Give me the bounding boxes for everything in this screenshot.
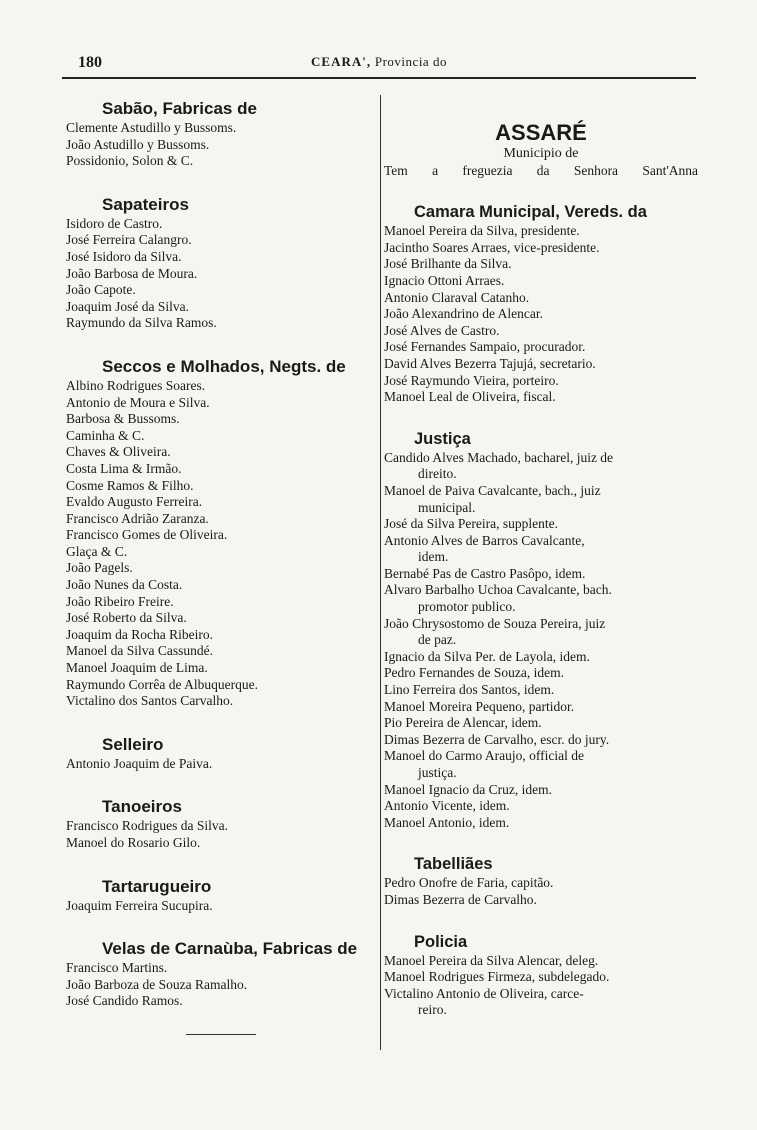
section-heading: Sabão, Fabricas de [102, 99, 257, 118]
list-item: João Astudillo y Bussoms. [66, 136, 210, 152]
list-item: direito. [418, 466, 457, 482]
list-item: Manoel de Paiva Cavalcante, bach., juiz [384, 482, 601, 498]
parish-line: Tem a freguezia da Senhora Sant'Anna [384, 162, 698, 178]
list-item: Clemente Astudillo y Bussoms. [66, 120, 237, 135]
list-item: Dimas Bezerra de Carvalho. [384, 891, 537, 907]
list-item: Manoel Antonio, idem. [384, 814, 510, 830]
list-item: Francisco Adrião Zaranza. [66, 510, 209, 526]
list-item: Antonio Vicente, idem. [384, 798, 510, 814]
list-item: Raymundo Corrêa de Albuquerque. [66, 676, 258, 692]
section-heading: Tartarugueiro [102, 876, 212, 896]
list-item: Antonio de Moura e Silva. [66, 394, 210, 410]
list-item: Manoel da Silva Cassundé. [66, 643, 213, 659]
page-header [62, 52, 696, 74]
list-item: justiça. [418, 765, 457, 780]
list-item: Jacintho Soares Arraes, vice-presidente. [384, 239, 600, 255]
list-item: municipal. [418, 499, 476, 515]
list-item: Manoel Leal de Oliveira, fiscal. [384, 389, 556, 405]
list-item: Antonio Claraval Catanho. [384, 289, 530, 305]
directory-section [66, 938, 374, 1010]
tabelliaes-list [384, 875, 698, 908]
list-item: Cosme Ramos & Filho. [66, 477, 194, 493]
running-head-rest: Provincia do [374, 54, 447, 69]
header-rule [62, 77, 696, 79]
list-item: Evaldo Augusto Ferreira. [66, 494, 203, 510]
directory-section [66, 98, 374, 170]
list-item: Francisco Rodrigues da Silva. [66, 818, 228, 834]
left-column [66, 98, 374, 1035]
list-item: José da Silva Pereira, supplente. [384, 516, 558, 532]
section-heading-policia: Policia [414, 932, 468, 951]
section-heading: Velas de Carnaùba, Fabricas de [102, 939, 358, 959]
list-item: João Barboza de Souza Ramalho. [66, 976, 248, 992]
directory-section [66, 194, 374, 332]
list-item: José Fernandes Sampaio, procurador. [384, 339, 586, 355]
list-item: João Ribeiro Freire. [66, 593, 174, 609]
list-item: Manoel Joaquim de Lima. [66, 660, 208, 676]
list-item: João Capote. [66, 282, 136, 298]
list-item: Manoel Pereira da Silva Alencar, deleg. [384, 952, 599, 968]
list-item: Joaquim José da Silva. [66, 298, 189, 314]
list-item: José Candido Ramos. [66, 993, 183, 1009]
list-item: Victalino dos Santos Carvalho. [66, 693, 234, 709]
list-item: José Raymundo Vieira, porteiro. [384, 372, 559, 388]
section-heading: Seccos e Molhados, Negts. de [102, 356, 346, 376]
list-item: João Barbosa de Moura. [66, 265, 198, 281]
list-item: Alvaro Barbalho Uchoa Cavalcante, bach. [384, 582, 612, 598]
left-sections [66, 98, 374, 1010]
list-item: Candido Alves Machado, bacharel, juiz de [384, 449, 614, 465]
list-item: Manoel Pereira da Silva, presidente. [384, 223, 580, 239]
list-item: José Ferreira Calangro. [66, 232, 192, 248]
directory-section [66, 734, 374, 773]
list-item: Chaves & Oliveira. [66, 444, 171, 460]
list-item: Albino Rodrigues Soares. [66, 377, 206, 393]
list-item: Pedro Onofre de Faria, capitão. [384, 875, 554, 891]
list-item: João Alexandrino de Alencar. [384, 306, 543, 322]
list-item: José Roberto da Silva. [66, 610, 187, 626]
list-item: João Nunes da Costa. [66, 577, 183, 593]
list-item: Costa Lima & Irmão. [66, 460, 182, 476]
section-heading-justica: Justiça [414, 429, 471, 448]
list-item: João Chrysostomo de Souza Pereira, juiz [384, 615, 606, 631]
list-item: João Pagels. [66, 560, 133, 576]
page-number: 180 [78, 54, 102, 71]
list-item: Lino Ferreira dos Santos, idem. [384, 682, 555, 698]
list-item: Pio Pereira de Alencar, idem. [384, 715, 542, 731]
list-item: Antonio Joaquim de Paiva. [66, 755, 213, 771]
list-item: Manoel do Rosario Gilo. [66, 835, 201, 850]
list-item: José Alves de Castro. [384, 322, 500, 338]
end-rule [186, 1034, 256, 1035]
list-item: reiro. [418, 1002, 447, 1018]
list-item: José Isidoro da Silva. [66, 248, 182, 264]
list-item: José Brilhante da Silva. [384, 256, 512, 272]
running-head-province: CEARA', [311, 54, 372, 69]
list-item: Joaquim da Rocha Ribeiro. [66, 626, 213, 642]
list-item: Manoel Ignacio da Cruz, idem. [384, 781, 552, 797]
list-item: Possidonio, Solon & C. [66, 153, 194, 169]
list-item: Antonio Alves de Barros Cavalcante, [384, 532, 585, 548]
list-item: Victalino Antonio de Oliveira, carce- [384, 985, 584, 1001]
list-item: Manoel Moreira Pequeno, partidor. [384, 698, 575, 714]
list-item: Raymundo da Silva Ramos. [66, 315, 217, 331]
directory-section [66, 796, 374, 851]
list-item: Isidoro de Castro. [66, 215, 163, 231]
list-item: Glaça & C. [66, 543, 128, 559]
directory-section [66, 876, 374, 915]
right-column [384, 98, 698, 1019]
list-item: de paz. [418, 632, 457, 648]
policia-list [384, 953, 698, 1019]
section-heading-tabelliaes: Tabelliães [414, 855, 493, 874]
town-title: ASSARÉ [495, 120, 587, 145]
section-heading-camara: Camara Municipal, Vereds. da [414, 203, 647, 222]
list-item: Dimas Bezerra de Carvalho, escr. do jury. [384, 731, 610, 747]
list-item: Francisco Gomes de Oliveira. [66, 527, 228, 543]
running-head [62, 54, 696, 70]
section-heading: Sapateiros [102, 194, 189, 214]
list-item: David Alves Bezerra Tajujá, secretario. [384, 355, 596, 371]
directory-section [66, 356, 374, 710]
list-item: Caminha & C. [66, 427, 145, 443]
list-item: Joaquim Ferreira Sucupira. [66, 897, 213, 913]
list-item: Manoel Rodrigues Firmeza, subdelegado. [384, 969, 610, 985]
list-item: promotor publico. [418, 599, 516, 615]
column-divider [380, 95, 381, 1050]
list-item: Ignacio Ottoni Arraes. [384, 272, 505, 288]
list-item: Bernabé Pas de Castro Pasôpo, idem. [384, 565, 586, 581]
town-subtitle: Municipio de [503, 146, 579, 161]
justica-list [384, 450, 698, 832]
list-item: Manoel do Carmo Araujo, official de [384, 748, 584, 764]
list-item: idem. [418, 549, 449, 565]
list-item: Ignacio da Silva Per. de Layola, idem. [384, 648, 590, 664]
list-item: Francisco Martins. [66, 960, 168, 976]
list-item: Barbosa & Bussoms. [66, 411, 180, 427]
camara-list [384, 223, 698, 406]
section-heading: Selleiro [102, 734, 164, 754]
list-item: Pedro Fernandes de Souza, idem. [384, 665, 564, 681]
section-heading: Tanoeiros [102, 797, 182, 817]
